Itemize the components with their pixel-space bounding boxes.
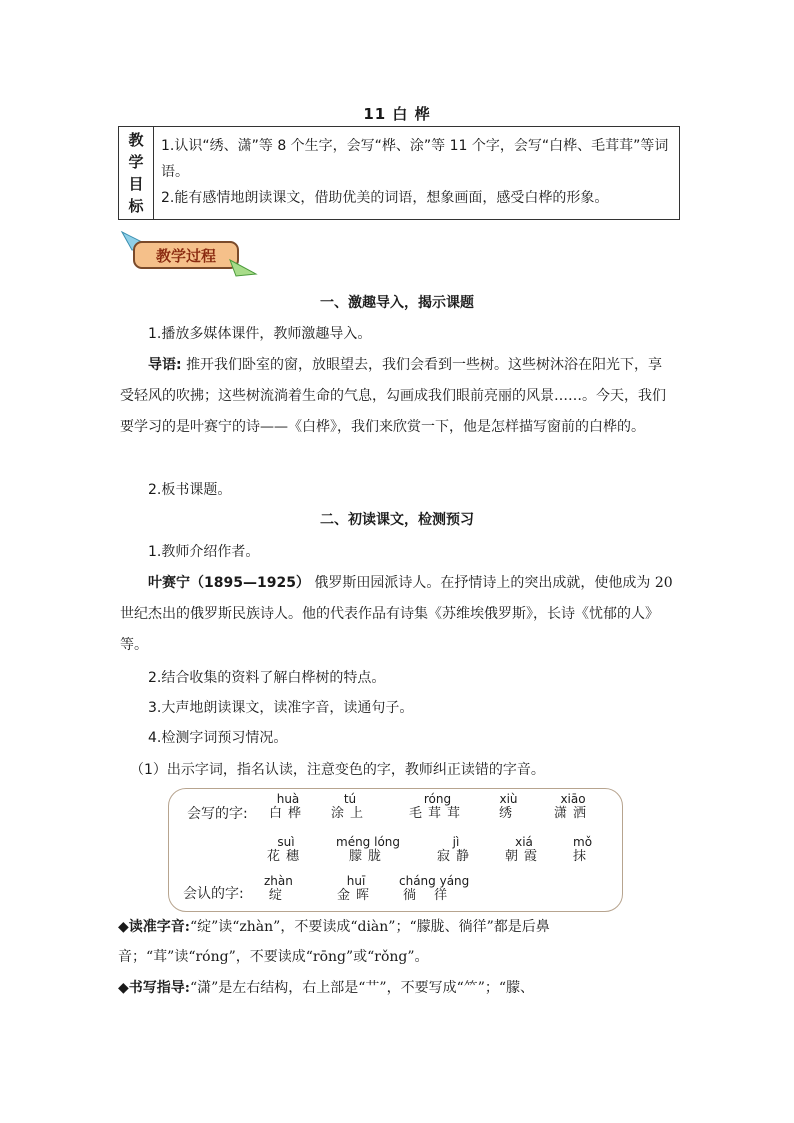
- author-paragraph: [120, 568, 676, 661]
- teaching-process-badge: [118, 228, 258, 278]
- word-item: xiá 朝霞: [505, 835, 544, 864]
- pronunciation-text: “绽”读“zhàn”，不要读成“diàn”；“朦胧、徜徉”都是后鼻音；“茸”读“róng”，不要读成“rōng”或“rǒng”。: [118, 919, 550, 965]
- word-item: huà 白桦: [269, 792, 308, 821]
- word-item: róng 毛茸茸: [409, 792, 467, 821]
- goals-label-char: 目: [128, 175, 144, 193]
- section2-step4: 4.检测字词预习情况。: [148, 730, 288, 746]
- word-item: zhàn 绽: [264, 874, 293, 903]
- word-box: [168, 788, 623, 912]
- word-item: mǒ 抹: [573, 835, 593, 864]
- lesson-title: 11 白 桦: [363, 105, 431, 123]
- section1-heading: 一、激趣导入，揭示课题: [320, 295, 474, 311]
- section1-step1: 1.播放多媒体课件，教师激趣导入。: [148, 326, 372, 342]
- section1-step2: 2.板书课题。: [148, 482, 232, 498]
- goal-item: 2.能有感情地朗读课文，借助优美的词语，想象画面，感受白桦的形象。: [161, 190, 609, 206]
- goals-label-char: 教: [128, 131, 144, 149]
- goals-label-char: 标: [128, 197, 144, 215]
- word-item: tú 涂上: [331, 792, 370, 821]
- word-item: méng lóng 朦胧: [336, 835, 401, 864]
- pronunciation-label: ◆读准字音:: [118, 919, 190, 935]
- paper-plane-right-icon: [230, 260, 256, 276]
- pronunciation-note: [118, 912, 678, 972]
- author-text: 俄罗斯田园派诗人。在抒情诗上的突出成就，使他成为 20 世纪杰出的俄罗斯民族诗人。他的代表作品有诗集《苏维埃俄罗斯》，长诗《忧郁的人》等。: [120, 575, 673, 653]
- read-words-label: 会认的字:: [183, 886, 244, 902]
- word-item: jì 寂静: [437, 835, 476, 864]
- write-words-label: 会写的字:: [187, 806, 248, 822]
- section2-step1: 1.教师介绍作者。: [148, 544, 260, 560]
- word-item: cháng yáng 徜徉: [399, 874, 470, 903]
- word-item: suì 花穗: [267, 835, 306, 864]
- writing-label: ◆书写指导:: [118, 980, 190, 996]
- badge-text: 教学过程: [155, 247, 217, 265]
- section2-step3: 3.大声地朗读课文，读准字音，读通句子。: [148, 700, 414, 716]
- intro-text: 推开我们卧室的窗，放眼望去，我们会看到一些树。这些树沐浴在阳光下，享受轻风的吹拂；这些树流淌着生命的气息，勾画成我们眼前亮丽的风景……。今天，我们要学习的是叶赛宁的诗——《白桦》，我们来欣赏一下，他是怎样描写窗前的白桦的。: [120, 357, 666, 435]
- teaching-goals-table: [118, 126, 680, 220]
- goals-list: [161, 133, 676, 211]
- goals-label: [119, 127, 154, 219]
- writing-text: “潇”是左右结构，右上部是“艹”，不要写成“⺮”；“朦、: [189, 980, 535, 996]
- goals-label-char: 学: [128, 153, 144, 171]
- intro-paragraph: [120, 350, 676, 443]
- word-item: xiù 绣: [499, 792, 519, 821]
- word-item: xiāo 潇洒: [554, 792, 593, 821]
- goal-item: 1.认识“绣、潇”等 8 个生字，会写“桦、涂”等 11 个字，会写“白桦、毛茸茸”等词语。: [161, 138, 669, 180]
- writing-note: [118, 973, 678, 1003]
- section2-heading: 二、初读课文，检测预习: [320, 512, 474, 528]
- section2-step2: 2.结合收集的资料了解白桦树的特点。: [148, 670, 386, 686]
- author-label: 叶赛宁（1895—1925）: [148, 575, 310, 591]
- section2-step5: （1）出示字词，指名认读，注意变色的字，教师纠正读错的字音。: [130, 762, 545, 778]
- intro-label: 导语:: [148, 357, 182, 373]
- word-item: huī 金晖: [337, 874, 376, 903]
